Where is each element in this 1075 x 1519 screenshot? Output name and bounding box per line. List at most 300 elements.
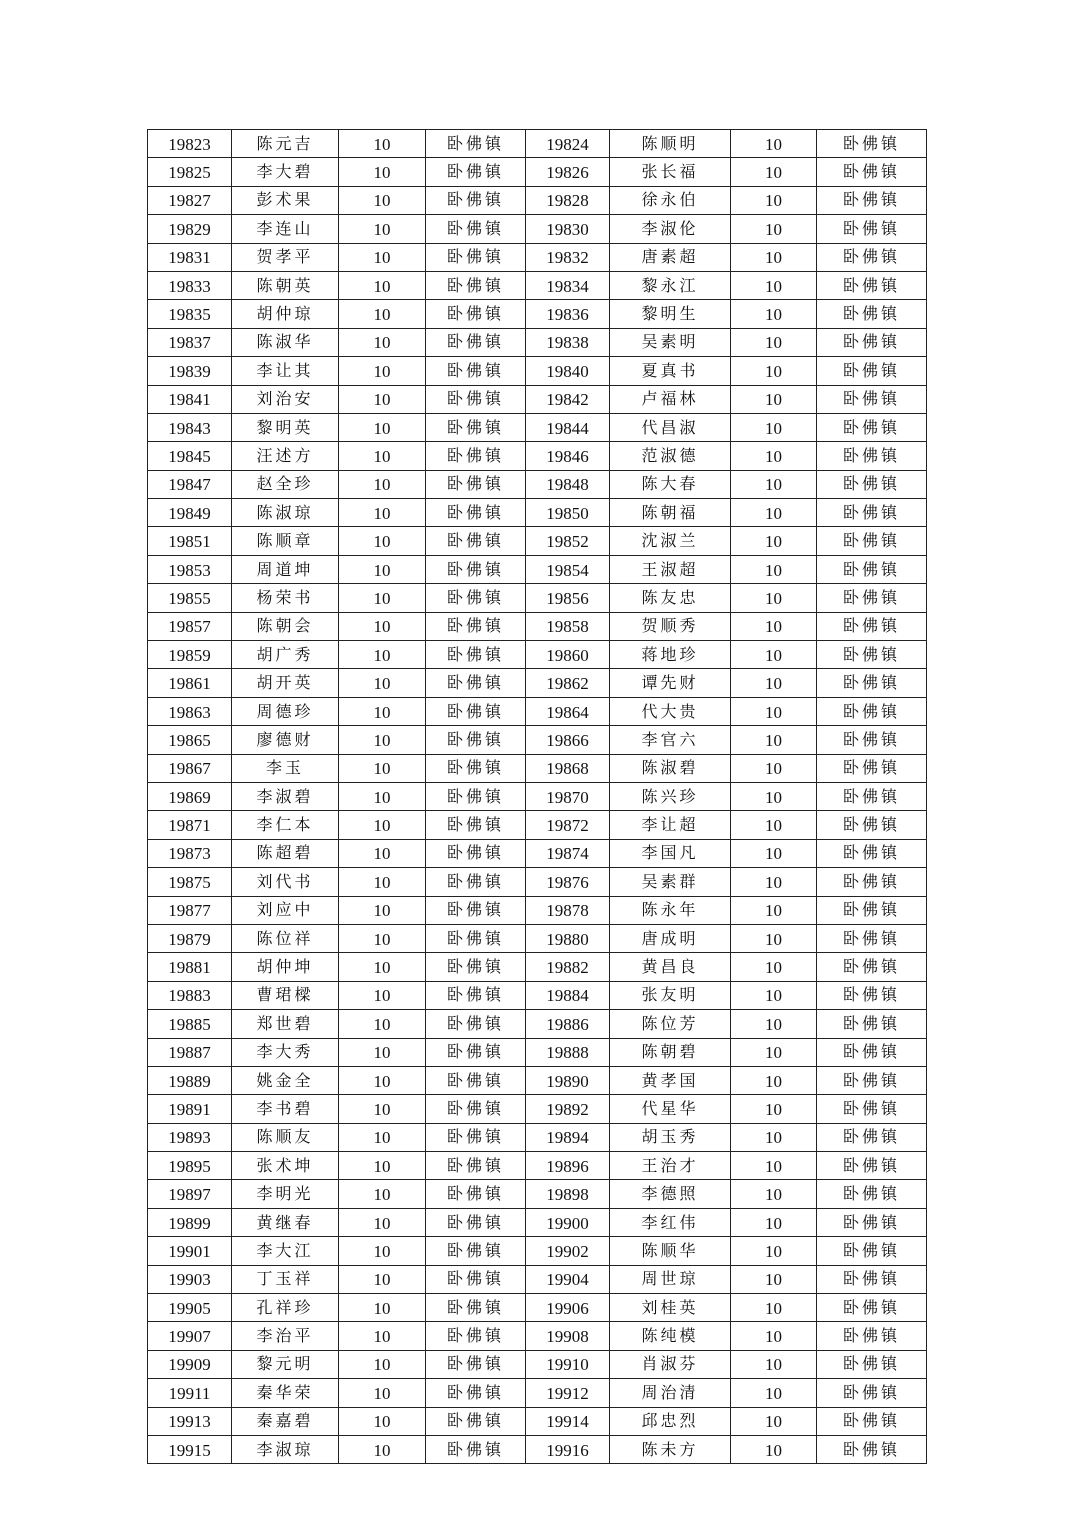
table-row <box>148 726 927 754</box>
right-town-cell: 卧佛镇 <box>817 641 927 669</box>
right-amount-cell: 10 <box>731 811 817 839</box>
table-row <box>148 1095 927 1123</box>
left-town-cell: 卧佛镇 <box>426 1095 526 1123</box>
left-amount-cell: 10 <box>339 1350 426 1378</box>
left-town-cell: 卧佛镇 <box>426 1152 526 1180</box>
left-town-cell: 卧佛镇 <box>426 1265 526 1293</box>
right-amount-cell: 10 <box>731 186 817 214</box>
right-town-cell: 卧佛镇 <box>817 385 927 413</box>
left-town-cell: 卧佛镇 <box>426 1435 526 1463</box>
table-row <box>148 1038 927 1066</box>
left-id-cell: 19833 <box>148 271 232 299</box>
right-id-cell: 19872 <box>526 811 610 839</box>
left-id-cell: 19853 <box>148 555 232 583</box>
left-id-cell: 19857 <box>148 612 232 640</box>
right-town-cell: 卧佛镇 <box>817 754 927 782</box>
left-name-cell: 赵全珍 <box>232 470 339 498</box>
right-id-cell: 19840 <box>526 357 610 385</box>
left-name-cell: 刘应中 <box>232 896 339 924</box>
right-id-cell: 19864 <box>526 697 610 725</box>
right-amount-cell: 10 <box>731 896 817 924</box>
left-name-cell: 贺孝平 <box>232 243 339 271</box>
left-id-cell: 19827 <box>148 186 232 214</box>
left-amount-cell: 10 <box>339 811 426 839</box>
right-name-cell: 李官六 <box>610 726 731 754</box>
left-amount-cell: 10 <box>339 1180 426 1208</box>
table-row <box>148 584 927 612</box>
right-town-cell: 卧佛镇 <box>817 953 927 981</box>
right-id-cell: 19846 <box>526 442 610 470</box>
left-amount-cell: 10 <box>339 1095 426 1123</box>
left-amount-cell: 10 <box>339 1435 426 1463</box>
right-town-cell: 卧佛镇 <box>817 669 927 697</box>
left-town-cell: 卧佛镇 <box>426 328 526 356</box>
right-name-cell: 卢福林 <box>610 385 731 413</box>
right-name-cell: 蒋地珍 <box>610 641 731 669</box>
left-id-cell: 19851 <box>148 527 232 555</box>
left-id-cell: 19893 <box>148 1123 232 1151</box>
left-amount-cell: 10 <box>339 413 426 441</box>
right-amount-cell: 10 <box>731 1038 817 1066</box>
left-id-cell: 19881 <box>148 953 232 981</box>
right-town-cell: 卧佛镇 <box>817 1208 927 1236</box>
left-id-cell: 19897 <box>148 1180 232 1208</box>
left-amount-cell: 10 <box>339 1407 426 1435</box>
left-amount-cell: 10 <box>339 1379 426 1407</box>
table-row <box>148 555 927 583</box>
table-row <box>148 1435 927 1463</box>
right-amount-cell: 10 <box>731 1350 817 1378</box>
left-name-cell: 黄继春 <box>232 1208 339 1236</box>
left-id-cell: 19865 <box>148 726 232 754</box>
left-amount-cell: 10 <box>339 158 426 186</box>
right-name-cell: 刘桂英 <box>610 1294 731 1322</box>
right-amount-cell: 10 <box>731 1322 817 1350</box>
right-town-cell: 卧佛镇 <box>817 1180 927 1208</box>
right-name-cell: 吴素明 <box>610 328 731 356</box>
right-town-cell: 卧佛镇 <box>817 1066 927 1094</box>
left-name-cell: 秦华荣 <box>232 1379 339 1407</box>
right-id-cell: 19824 <box>526 130 610 158</box>
right-amount-cell: 10 <box>731 1066 817 1094</box>
left-town-cell: 卧佛镇 <box>426 158 526 186</box>
left-town-cell: 卧佛镇 <box>426 782 526 810</box>
table-row <box>148 782 927 810</box>
left-name-cell: 陈淑琼 <box>232 499 339 527</box>
table-row <box>148 839 927 867</box>
right-id-cell: 19880 <box>526 924 610 952</box>
left-id-cell: 19905 <box>148 1294 232 1322</box>
left-name-cell: 李书碧 <box>232 1095 339 1123</box>
right-town-cell: 卧佛镇 <box>817 413 927 441</box>
right-amount-cell: 10 <box>731 1379 817 1407</box>
table-row <box>148 1123 927 1151</box>
left-id-cell: 19867 <box>148 754 232 782</box>
left-name-cell: 刘治安 <box>232 385 339 413</box>
table-row <box>148 868 927 896</box>
left-amount-cell: 10 <box>339 470 426 498</box>
table-row <box>148 1237 927 1265</box>
right-id-cell: 19862 <box>526 669 610 697</box>
right-town-cell: 卧佛镇 <box>817 1379 927 1407</box>
left-town-cell: 卧佛镇 <box>426 924 526 952</box>
table-row <box>148 1294 927 1322</box>
table-row <box>148 953 927 981</box>
left-town-cell: 卧佛镇 <box>426 555 526 583</box>
right-name-cell: 邱忠烈 <box>610 1407 731 1435</box>
right-id-cell: 19910 <box>526 1350 610 1378</box>
right-amount-cell: 10 <box>731 328 817 356</box>
table-row <box>148 300 927 328</box>
table-row <box>148 754 927 782</box>
right-id-cell: 19874 <box>526 839 610 867</box>
right-town-cell: 卧佛镇 <box>817 1038 927 1066</box>
right-town-cell: 卧佛镇 <box>817 1237 927 1265</box>
left-amount-cell: 10 <box>339 726 426 754</box>
table-row <box>148 158 927 186</box>
left-town-cell: 卧佛镇 <box>426 1038 526 1066</box>
right-amount-cell: 10 <box>731 243 817 271</box>
left-id-cell: 19861 <box>148 669 232 697</box>
left-amount-cell: 10 <box>339 385 426 413</box>
right-name-cell: 陈淑碧 <box>610 754 731 782</box>
left-id-cell: 19899 <box>148 1208 232 1236</box>
right-name-cell: 吴素群 <box>610 868 731 896</box>
left-id-cell: 19885 <box>148 1010 232 1038</box>
right-town-cell: 卧佛镇 <box>817 328 927 356</box>
right-amount-cell: 10 <box>731 1123 817 1151</box>
left-id-cell: 19895 <box>148 1152 232 1180</box>
right-id-cell: 19856 <box>526 584 610 612</box>
table-row <box>148 811 927 839</box>
right-amount-cell: 10 <box>731 1010 817 1038</box>
right-id-cell: 19844 <box>526 413 610 441</box>
left-id-cell: 19887 <box>148 1038 232 1066</box>
left-id-cell: 19831 <box>148 243 232 271</box>
left-name-cell: 黎元明 <box>232 1350 339 1378</box>
right-name-cell: 张友明 <box>610 981 731 1009</box>
left-town-cell: 卧佛镇 <box>426 186 526 214</box>
table-row <box>148 1180 927 1208</box>
left-id-cell: 19863 <box>148 697 232 725</box>
left-name-cell: 陈顺友 <box>232 1123 339 1151</box>
left-name-cell: 胡广秀 <box>232 641 339 669</box>
right-amount-cell: 10 <box>731 1208 817 1236</box>
left-name-cell: 周道坤 <box>232 555 339 583</box>
left-id-cell: 19847 <box>148 470 232 498</box>
right-id-cell: 19826 <box>526 158 610 186</box>
right-id-cell: 19900 <box>526 1208 610 1236</box>
right-amount-cell: 10 <box>731 669 817 697</box>
table-row <box>148 499 927 527</box>
left-amount-cell: 10 <box>339 896 426 924</box>
right-id-cell: 19830 <box>526 215 610 243</box>
right-id-cell: 19834 <box>526 271 610 299</box>
right-id-cell: 19838 <box>526 328 610 356</box>
table-row <box>148 669 927 697</box>
right-id-cell: 19868 <box>526 754 610 782</box>
left-town-cell: 卧佛镇 <box>426 697 526 725</box>
left-town-cell: 卧佛镇 <box>426 641 526 669</box>
left-id-cell: 19823 <box>148 130 232 158</box>
right-town-cell: 卧佛镇 <box>817 130 927 158</box>
left-amount-cell: 10 <box>339 243 426 271</box>
right-id-cell: 19912 <box>526 1379 610 1407</box>
left-id-cell: 19859 <box>148 641 232 669</box>
right-name-cell: 陈兴珍 <box>610 782 731 810</box>
table-row <box>148 215 927 243</box>
right-id-cell: 19828 <box>526 186 610 214</box>
right-id-cell: 19876 <box>526 868 610 896</box>
table-row <box>148 1066 927 1094</box>
left-amount-cell: 10 <box>339 953 426 981</box>
left-id-cell: 19877 <box>148 896 232 924</box>
roster-body <box>148 130 927 1464</box>
left-amount-cell: 10 <box>339 555 426 583</box>
left-name-cell: 李让其 <box>232 357 339 385</box>
right-town-cell: 卧佛镇 <box>817 839 927 867</box>
left-name-cell: 李淑琼 <box>232 1435 339 1463</box>
left-name-cell: 杨荣书 <box>232 584 339 612</box>
right-town-cell: 卧佛镇 <box>817 1294 927 1322</box>
right-name-cell: 王淑超 <box>610 555 731 583</box>
left-amount-cell: 10 <box>339 357 426 385</box>
left-amount-cell: 10 <box>339 1010 426 1038</box>
table-row <box>148 641 927 669</box>
right-name-cell: 李国凡 <box>610 839 731 867</box>
left-amount-cell: 10 <box>339 669 426 697</box>
left-town-cell: 卧佛镇 <box>426 357 526 385</box>
right-name-cell: 黎明生 <box>610 300 731 328</box>
right-amount-cell: 10 <box>731 1180 817 1208</box>
right-town-cell: 卧佛镇 <box>817 243 927 271</box>
right-name-cell: 周治清 <box>610 1379 731 1407</box>
left-id-cell: 19909 <box>148 1350 232 1378</box>
right-amount-cell: 10 <box>731 839 817 867</box>
right-town-cell: 卧佛镇 <box>817 555 927 583</box>
right-id-cell: 19842 <box>526 385 610 413</box>
right-name-cell: 张长福 <box>610 158 731 186</box>
left-town-cell: 卧佛镇 <box>426 1123 526 1151</box>
left-name-cell: 姚金全 <box>232 1066 339 1094</box>
right-town-cell: 卧佛镇 <box>817 158 927 186</box>
right-town-cell: 卧佛镇 <box>817 470 927 498</box>
right-town-cell: 卧佛镇 <box>817 726 927 754</box>
right-amount-cell: 10 <box>731 726 817 754</box>
left-id-cell: 19875 <box>148 868 232 896</box>
left-id-cell: 19837 <box>148 328 232 356</box>
right-amount-cell: 10 <box>731 754 817 782</box>
right-name-cell: 陈朝碧 <box>610 1038 731 1066</box>
left-amount-cell: 10 <box>339 328 426 356</box>
left-amount-cell: 10 <box>339 839 426 867</box>
left-amount-cell: 10 <box>339 754 426 782</box>
right-id-cell: 19882 <box>526 953 610 981</box>
left-town-cell: 卧佛镇 <box>426 1322 526 1350</box>
right-town-cell: 卧佛镇 <box>817 186 927 214</box>
left-id-cell: 19871 <box>148 811 232 839</box>
left-name-cell: 秦嘉碧 <box>232 1407 339 1435</box>
right-amount-cell: 10 <box>731 357 817 385</box>
right-amount-cell: 10 <box>731 300 817 328</box>
right-name-cell: 黄昌良 <box>610 953 731 981</box>
left-name-cell: 陈元吉 <box>232 130 339 158</box>
table-row <box>148 1265 927 1293</box>
left-town-cell: 卧佛镇 <box>426 470 526 498</box>
left-id-cell: 19903 <box>148 1265 232 1293</box>
table-row <box>148 981 927 1009</box>
table-row <box>148 527 927 555</box>
left-town-cell: 卧佛镇 <box>426 754 526 782</box>
left-id-cell: 19907 <box>148 1322 232 1350</box>
left-amount-cell: 10 <box>339 924 426 952</box>
right-name-cell: 黄孝国 <box>610 1066 731 1094</box>
right-name-cell: 肖淑芬 <box>610 1350 731 1378</box>
right-town-cell: 卧佛镇 <box>817 499 927 527</box>
right-amount-cell: 10 <box>731 697 817 725</box>
left-town-cell: 卧佛镇 <box>426 868 526 896</box>
table-row <box>148 1379 927 1407</box>
left-name-cell: 李大碧 <box>232 158 339 186</box>
left-name-cell: 丁玉祥 <box>232 1265 339 1293</box>
right-name-cell: 胡玉秀 <box>610 1123 731 1151</box>
right-amount-cell: 10 <box>731 641 817 669</box>
right-amount-cell: 10 <box>731 442 817 470</box>
left-town-cell: 卧佛镇 <box>426 1237 526 1265</box>
left-town-cell: 卧佛镇 <box>426 1066 526 1094</box>
table-row <box>148 896 927 924</box>
table-row <box>148 328 927 356</box>
right-name-cell: 李让超 <box>610 811 731 839</box>
left-town-cell: 卧佛镇 <box>426 271 526 299</box>
right-town-cell: 卧佛镇 <box>817 924 927 952</box>
left-amount-cell: 10 <box>339 641 426 669</box>
left-town-cell: 卧佛镇 <box>426 839 526 867</box>
table-row <box>148 1152 927 1180</box>
right-name-cell: 王治才 <box>610 1152 731 1180</box>
left-name-cell: 李玉 <box>232 754 339 782</box>
left-amount-cell: 10 <box>339 612 426 640</box>
right-town-cell: 卧佛镇 <box>817 442 927 470</box>
right-amount-cell: 10 <box>731 953 817 981</box>
right-town-cell: 卧佛镇 <box>817 1265 927 1293</box>
table-row <box>148 186 927 214</box>
left-id-cell: 19869 <box>148 782 232 810</box>
left-id-cell: 19835 <box>148 300 232 328</box>
left-id-cell: 19849 <box>148 499 232 527</box>
right-id-cell: 19836 <box>526 300 610 328</box>
left-id-cell: 19843 <box>148 413 232 441</box>
left-amount-cell: 10 <box>339 130 426 158</box>
right-id-cell: 19848 <box>526 470 610 498</box>
right-amount-cell: 10 <box>731 868 817 896</box>
left-name-cell: 周德珍 <box>232 697 339 725</box>
right-town-cell: 卧佛镇 <box>817 1350 927 1378</box>
table-row <box>148 470 927 498</box>
right-id-cell: 19850 <box>526 499 610 527</box>
left-name-cell: 胡仲坤 <box>232 953 339 981</box>
right-amount-cell: 10 <box>731 612 817 640</box>
right-town-cell: 卧佛镇 <box>817 527 927 555</box>
left-amount-cell: 10 <box>339 1066 426 1094</box>
left-name-cell: 张术坤 <box>232 1152 339 1180</box>
left-id-cell: 19913 <box>148 1407 232 1435</box>
right-id-cell: 19866 <box>526 726 610 754</box>
left-amount-cell: 10 <box>339 1322 426 1350</box>
right-name-cell: 代大贵 <box>610 697 731 725</box>
right-amount-cell: 10 <box>731 1095 817 1123</box>
left-id-cell: 19911 <box>148 1379 232 1407</box>
left-town-cell: 卧佛镇 <box>426 896 526 924</box>
right-id-cell: 19896 <box>526 1152 610 1180</box>
right-name-cell: 陈友忠 <box>610 584 731 612</box>
left-town-cell: 卧佛镇 <box>426 442 526 470</box>
right-town-cell: 卧佛镇 <box>817 697 927 725</box>
right-name-cell: 陈顺华 <box>610 1237 731 1265</box>
right-name-cell: 陈位芳 <box>610 1010 731 1038</box>
table-row <box>148 697 927 725</box>
left-name-cell: 胡仲琼 <box>232 300 339 328</box>
right-name-cell: 谭先财 <box>610 669 731 697</box>
left-town-cell: 卧佛镇 <box>426 1208 526 1236</box>
right-amount-cell: 10 <box>731 385 817 413</box>
table-row <box>148 243 927 271</box>
right-name-cell: 代昌淑 <box>610 413 731 441</box>
left-town-cell: 卧佛镇 <box>426 130 526 158</box>
right-name-cell: 夏真书 <box>610 357 731 385</box>
left-id-cell: 19915 <box>148 1435 232 1463</box>
left-id-cell: 19879 <box>148 924 232 952</box>
left-amount-cell: 10 <box>339 215 426 243</box>
right-amount-cell: 10 <box>731 470 817 498</box>
left-town-cell: 卧佛镇 <box>426 300 526 328</box>
left-town-cell: 卧佛镇 <box>426 215 526 243</box>
left-name-cell: 彭术果 <box>232 186 339 214</box>
table-row <box>148 612 927 640</box>
left-town-cell: 卧佛镇 <box>426 953 526 981</box>
right-id-cell: 19890 <box>526 1066 610 1094</box>
right-id-cell: 19914 <box>526 1407 610 1435</box>
right-id-cell: 19916 <box>526 1435 610 1463</box>
right-town-cell: 卧佛镇 <box>817 1010 927 1038</box>
left-town-cell: 卧佛镇 <box>426 811 526 839</box>
left-name-cell: 胡开英 <box>232 669 339 697</box>
left-amount-cell: 10 <box>339 1265 426 1293</box>
left-id-cell: 19825 <box>148 158 232 186</box>
right-amount-cell: 10 <box>731 130 817 158</box>
left-amount-cell: 10 <box>339 584 426 612</box>
left-id-cell: 19855 <box>148 584 232 612</box>
right-town-cell: 卧佛镇 <box>817 1407 927 1435</box>
left-amount-cell: 10 <box>339 782 426 810</box>
table-row <box>148 357 927 385</box>
roster-table <box>147 129 927 1464</box>
table-row <box>148 442 927 470</box>
left-name-cell: 李连山 <box>232 215 339 243</box>
right-name-cell: 陈未方 <box>610 1435 731 1463</box>
right-id-cell: 19898 <box>526 1180 610 1208</box>
left-amount-cell: 10 <box>339 868 426 896</box>
right-town-cell: 卧佛镇 <box>817 811 927 839</box>
left-town-cell: 卧佛镇 <box>426 1379 526 1407</box>
right-name-cell: 李红伟 <box>610 1208 731 1236</box>
table-row <box>148 271 927 299</box>
left-town-cell: 卧佛镇 <box>426 726 526 754</box>
left-town-cell: 卧佛镇 <box>426 1407 526 1435</box>
right-town-cell: 卧佛镇 <box>817 981 927 1009</box>
right-id-cell: 19860 <box>526 641 610 669</box>
right-name-cell: 李淑伦 <box>610 215 731 243</box>
